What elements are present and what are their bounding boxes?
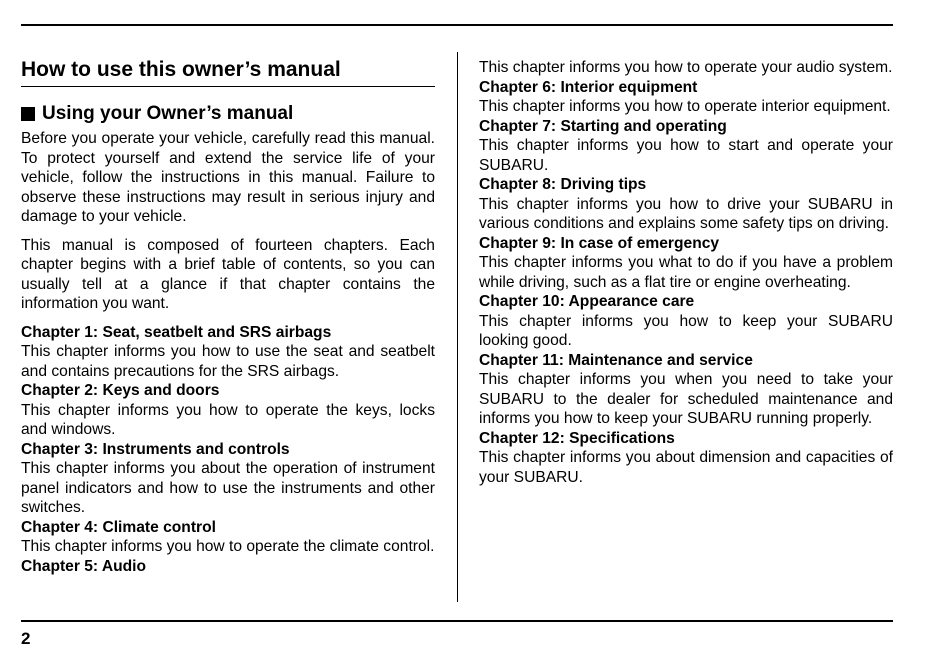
chapter-description: This chapter informs you how to start and operate your SUBARU. [479, 137, 893, 174]
chapter-entry [479, 429, 893, 488]
column-divider [457, 52, 458, 602]
left-column [21, 56, 435, 576]
chapter-description: This chapter informs you how to keep your SUBARU looking good. [479, 312, 893, 349]
structure-paragraph: This manual is composed of fourteen chapters. Each chapter begins with a brief table of contents, so you can usually tell at a glance if that chapter contains the information you want. [21, 236, 435, 312]
chapter-entry [21, 518, 435, 557]
square-bullet-icon [21, 107, 35, 121]
intro-paragraph: Before you operate your vehicle, carefully read this manual. To protect yourself and extend the service life of your vehicle, follow the instructions in this manual. Failure to observe these instructions may result in serious injury and damage to your vehicle. [21, 130, 435, 225]
chapter-heading: Chapter 4: Climate control [21, 518, 216, 536]
chapter-entry [479, 351, 893, 429]
right-column [479, 58, 893, 487]
page-number: 2 [21, 629, 31, 648]
chapter-description: This chapter informs you how to use the seat and seatbelt and contains precautions for the SRS airbags. [21, 343, 435, 380]
chapter-description: This chapter informs you when you need to take your SUBARU to the dealer for scheduled maintenance and informs you how to keep your SUBARU running properly. [479, 371, 893, 427]
chapter-description: This chapter informs you about dimension and capacities of your SUBARU. [479, 449, 893, 486]
chapter-entry [479, 117, 893, 176]
chapter-description: This chapter informs you how to operate the keys, locks and windows. [21, 401, 435, 438]
chapter-entry [21, 440, 435, 518]
chapter-heading: Chapter 6: Interior equipment [479, 78, 698, 96]
chapter-description: This chapter informs you what to do if you have a problem while driving, such as a flat tire or engine overheating. [479, 254, 893, 291]
chapter-entry [479, 175, 893, 234]
chapter-heading: Chapter 11: Maintenance and service [479, 351, 753, 369]
chapter-heading: Chapter 8: Driving tips [479, 176, 647, 193]
chapter-heading: Chapter 3: Instruments and controls [21, 440, 290, 458]
chapter-heading: Chapter 12: Specifications [479, 429, 675, 447]
subsection-title [21, 101, 435, 127]
chapter-entry [21, 557, 435, 577]
section-title: How to use this owner’s manual [21, 56, 435, 87]
subsection-title-text: Using your Owner’s manual [42, 103, 294, 124]
bottom-rule [21, 620, 893, 622]
top-rule [21, 24, 893, 26]
chapter-description: This chapter informs you how to drive your SUBARU in various conditions and explains some safety tips on driving. [479, 195, 893, 232]
chapter-description: This chapter informs you how to operate interior equipment. [479, 98, 891, 115]
chapter-entry [479, 234, 893, 293]
chapter-entry [479, 292, 893, 351]
chapter-heading: Chapter 2: Keys and doors [21, 382, 220, 399]
chapter-heading: Chapter 10: Appearance care [479, 293, 695, 310]
chapter-description: This chapter informs you about the operation of instrument panel indicators and how to use the instruments and other switches. [21, 460, 435, 516]
chapter-description: This chapter informs you how to operate the climate control. [21, 538, 435, 555]
chapter-entry [479, 78, 893, 117]
chapter-description-continued: This chapter informs you how to operate your audio system. [479, 59, 893, 76]
chapter-entry [21, 381, 435, 440]
chapter-heading: Chapter 5: Audio [21, 557, 147, 575]
chapter-entry [21, 323, 435, 382]
chapter-heading: Chapter 7: Starting and operating [479, 117, 727, 135]
chapter-heading: Chapter 1: Seat, seatbelt and SRS airbags [21, 323, 332, 341]
chapter-heading: Chapter 9: In case of emergency [479, 234, 720, 252]
